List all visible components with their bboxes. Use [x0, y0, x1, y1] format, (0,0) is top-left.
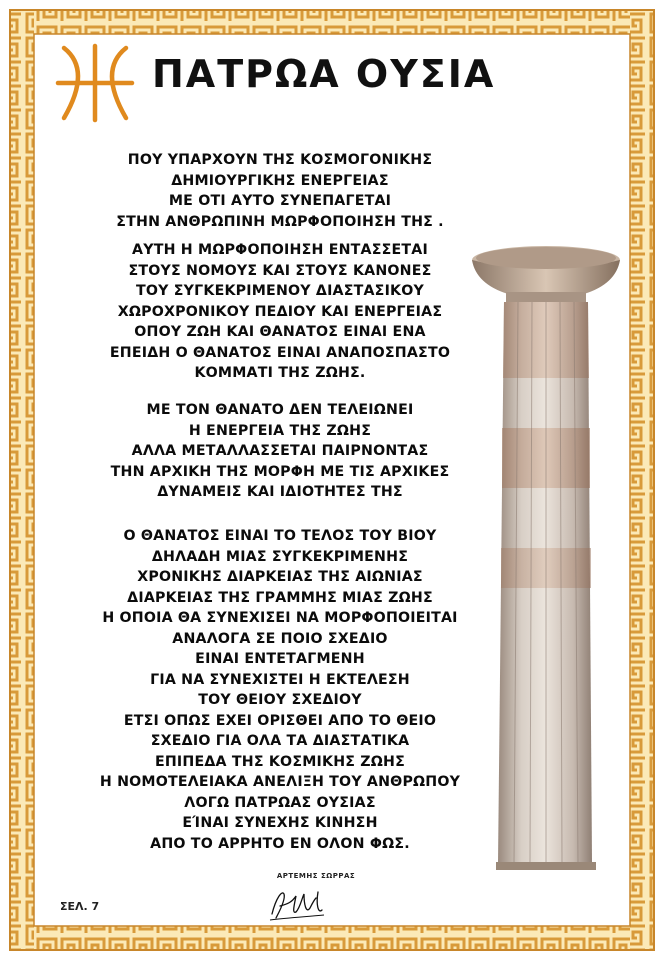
text-line: ΜΕ ΤΟΝ ΘΑΝΑΤΟ ΔΕΝ ΤΕΛΕΙΩΝΕΙ [146, 402, 414, 418]
text-line: ΣΧΕΔΙΟ ΓΙΑ ΟΛΑ ΤΑ ΔΙΑΣΤΑΤΙΚΑ [150, 733, 410, 749]
text-line: ΠΟΥ ΥΠΑΡΧΟΥΝ ΤΗΣ ΚΟΣΜΟΓΟΝΙΚΗΣ [127, 152, 433, 168]
paragraph-3 [60, 400, 500, 503]
text-line: ΤΟΥ ΘΕΙΟΥ ΣΧΕΔΙΟΥ [198, 692, 362, 708]
orange-symbol-icon [50, 40, 140, 126]
text-line: ΤΗΝ ΑΡΧΙΚΗ ΤΗΣ ΜΟΡΦΗ ΜΕ ΤΙΣ ΑΡΧΙΚΕΣ [110, 463, 450, 480]
text-line: ΕΠΙΠΕΔΑ ΤΗΣ ΚΟΣΜΙΚΗΣ ΖΩΗΣ [154, 753, 406, 770]
text-line: ΔΥΝΑΜΕΙΣ ΚΑΙ ΙΔΙΟΤΗΤΕΣ ΤΗΣ [157, 484, 403, 500]
text-line: ΔΗΛΑΔΗ ΜΙΑΣ ΣΥΓΚΕΚΡΙΜΕΝΗΣ [151, 548, 409, 565]
text-line: ΕΊΝΑΙ ΣΥΝΕΧΗΣ ΚΙΝΗΣΗ [182, 815, 378, 831]
text-line: ΣΤΗΝ ΑΝΘΡΩΠΙΝΗ ΜΩΡΦΟΠΟΙΗΣΗ ΤΗΣ . [116, 213, 444, 230]
text-line: ΑΝΑΛΟΓΑ ΣΕ ΠΟΙΟ ΣΧΕΔΙΟ [172, 630, 388, 647]
text-line: ΑΛΛΑ ΜΕΤΑΛΛΑΣΣΕΤΑΙ ΠΑΙΡΝΟΝΤΑΣ [131, 443, 429, 459]
text-line: ΕΠΕΙΔΗ Ο ΘΑΝΑΤΟΣ ΕΙΝΑΙ ΑΝΑΠΟΣΠΑΣΤΟ [109, 344, 451, 361]
text-line: ΛΟΓΩ ΠΑΤΡΩΑΣ ΟΥΣΙΑΣ [184, 794, 376, 811]
text-line: ΑΥΤΗ Η ΜΩΡΦΟΠΟΙΗΣΗ ΕΝΤΑΣΣΕΤΑΙ [132, 242, 428, 258]
header [40, 38, 640, 118]
paragraph-4 [60, 526, 500, 854]
doric-column-image [468, 238, 624, 870]
text-line: ΕΤΣΙ ΟΠΩΣ ΕΧΕΙ ΟΡΙΣΘΕΙ ΑΠΟ ΤΟ ΘΕΙΟ [123, 712, 437, 729]
text-line: ΧΡΟΝΙΚΗΣ ΔΙΑΡΚΕΙΑΣ ΤΗΣ ΑΙΩΝΙΑΣ [137, 569, 423, 585]
text-line: ΔΙΑΡΚΕΙΑΣ ΤΗΣ ΓΡΑΜΜΗΣ ΜΙΑΣ ΖΩΗΣ [127, 589, 433, 606]
text-line: ΕΙΝΑΙ ΕΝΤΕΤΑΓΜΕΝΗ [195, 651, 365, 667]
page-title: ΠΑΤΡΩΑ ΟΥΣΙΑ [152, 52, 496, 96]
text-line: ΓΙΑ ΝΑ ΣΥΝΕΧΙΣΤΕΙ Η ΕΚΤΕΛΕΣΗ [150, 671, 410, 688]
text-line: ΣΤΟΥΣ ΝΟΜΟΥΣ ΚΑΙ ΣΤΟΥΣ ΚΑΝΟΝΕΣ [128, 262, 432, 279]
text-line: Ο ΘΑΝΑΤΟΣ ΕΙΝΑΙ ΤΟ ΤΕΛΟΣ ΤΟΥ ΒΙΟΥ [123, 528, 437, 544]
text-line: ΔΗΜΙΟΥΡΓΙΚΗΣ ΕΝΕΡΓΕΙΑΣ [171, 172, 389, 189]
paragraph-2 [60, 240, 500, 384]
text-line: Η ΕΝΕΡΓΕΙΑ ΤΗΣ ΖΩΗΣ [188, 422, 372, 439]
text-line: ΤΟΥ ΣΥΓΚΕΚΡΙΜΕΝΟΥ ΔΙΑΣΤΑΣΙΚΟΥ [136, 283, 424, 299]
author-name: ΑΡΤΕΜΗΣ ΣΩΡΡΑΣ [276, 872, 356, 880]
text-line: Η ΟΠΟΙΑ ΘΑ ΣΥΝΕΧΙΣΕΙ ΝΑ ΜΟΡΦΟΠΟΙΕΙΤΑΙ [102, 610, 458, 626]
signature-image [262, 884, 332, 926]
page-number: ΣΕΛ. 7 [60, 900, 100, 913]
text-line: ΚΟΜΜΑΤΙ ΤΗΣ ΖΩΗΣ. [194, 365, 366, 381]
text-line: ΜΕ ΟΤΙ ΑΥΤΟ ΣΥΝΕΠΑΓΕΤΑΙ [168, 193, 392, 209]
text-line: ΟΠΟΥ ΖΩΗ ΚΑΙ ΘΑΝΑΤΟΣ ΕΙΝΑΙ ΕΝΑ [134, 324, 426, 340]
text-line: ΧΩΡΟΧΡΟΝΙΚΟΥ ΠΕΔΙΟΥ ΚΑΙ ΕΝΕΡΓΕΙΑΣ [117, 303, 443, 320]
text-line: ΑΠΟ ΤΟ ΑΡΡΗΤΟ ΕΝ ΟΛΟΝ ΦΩΣ. [150, 835, 410, 852]
paragraph-1 [60, 150, 500, 232]
text-line: Η ΝΟΜΟΤΕΛΕΙΑΚΑ ΑΝΕΛΙΞΗ ΤΟΥ ΑΝΘΡΩΠΟΥ [99, 774, 461, 790]
